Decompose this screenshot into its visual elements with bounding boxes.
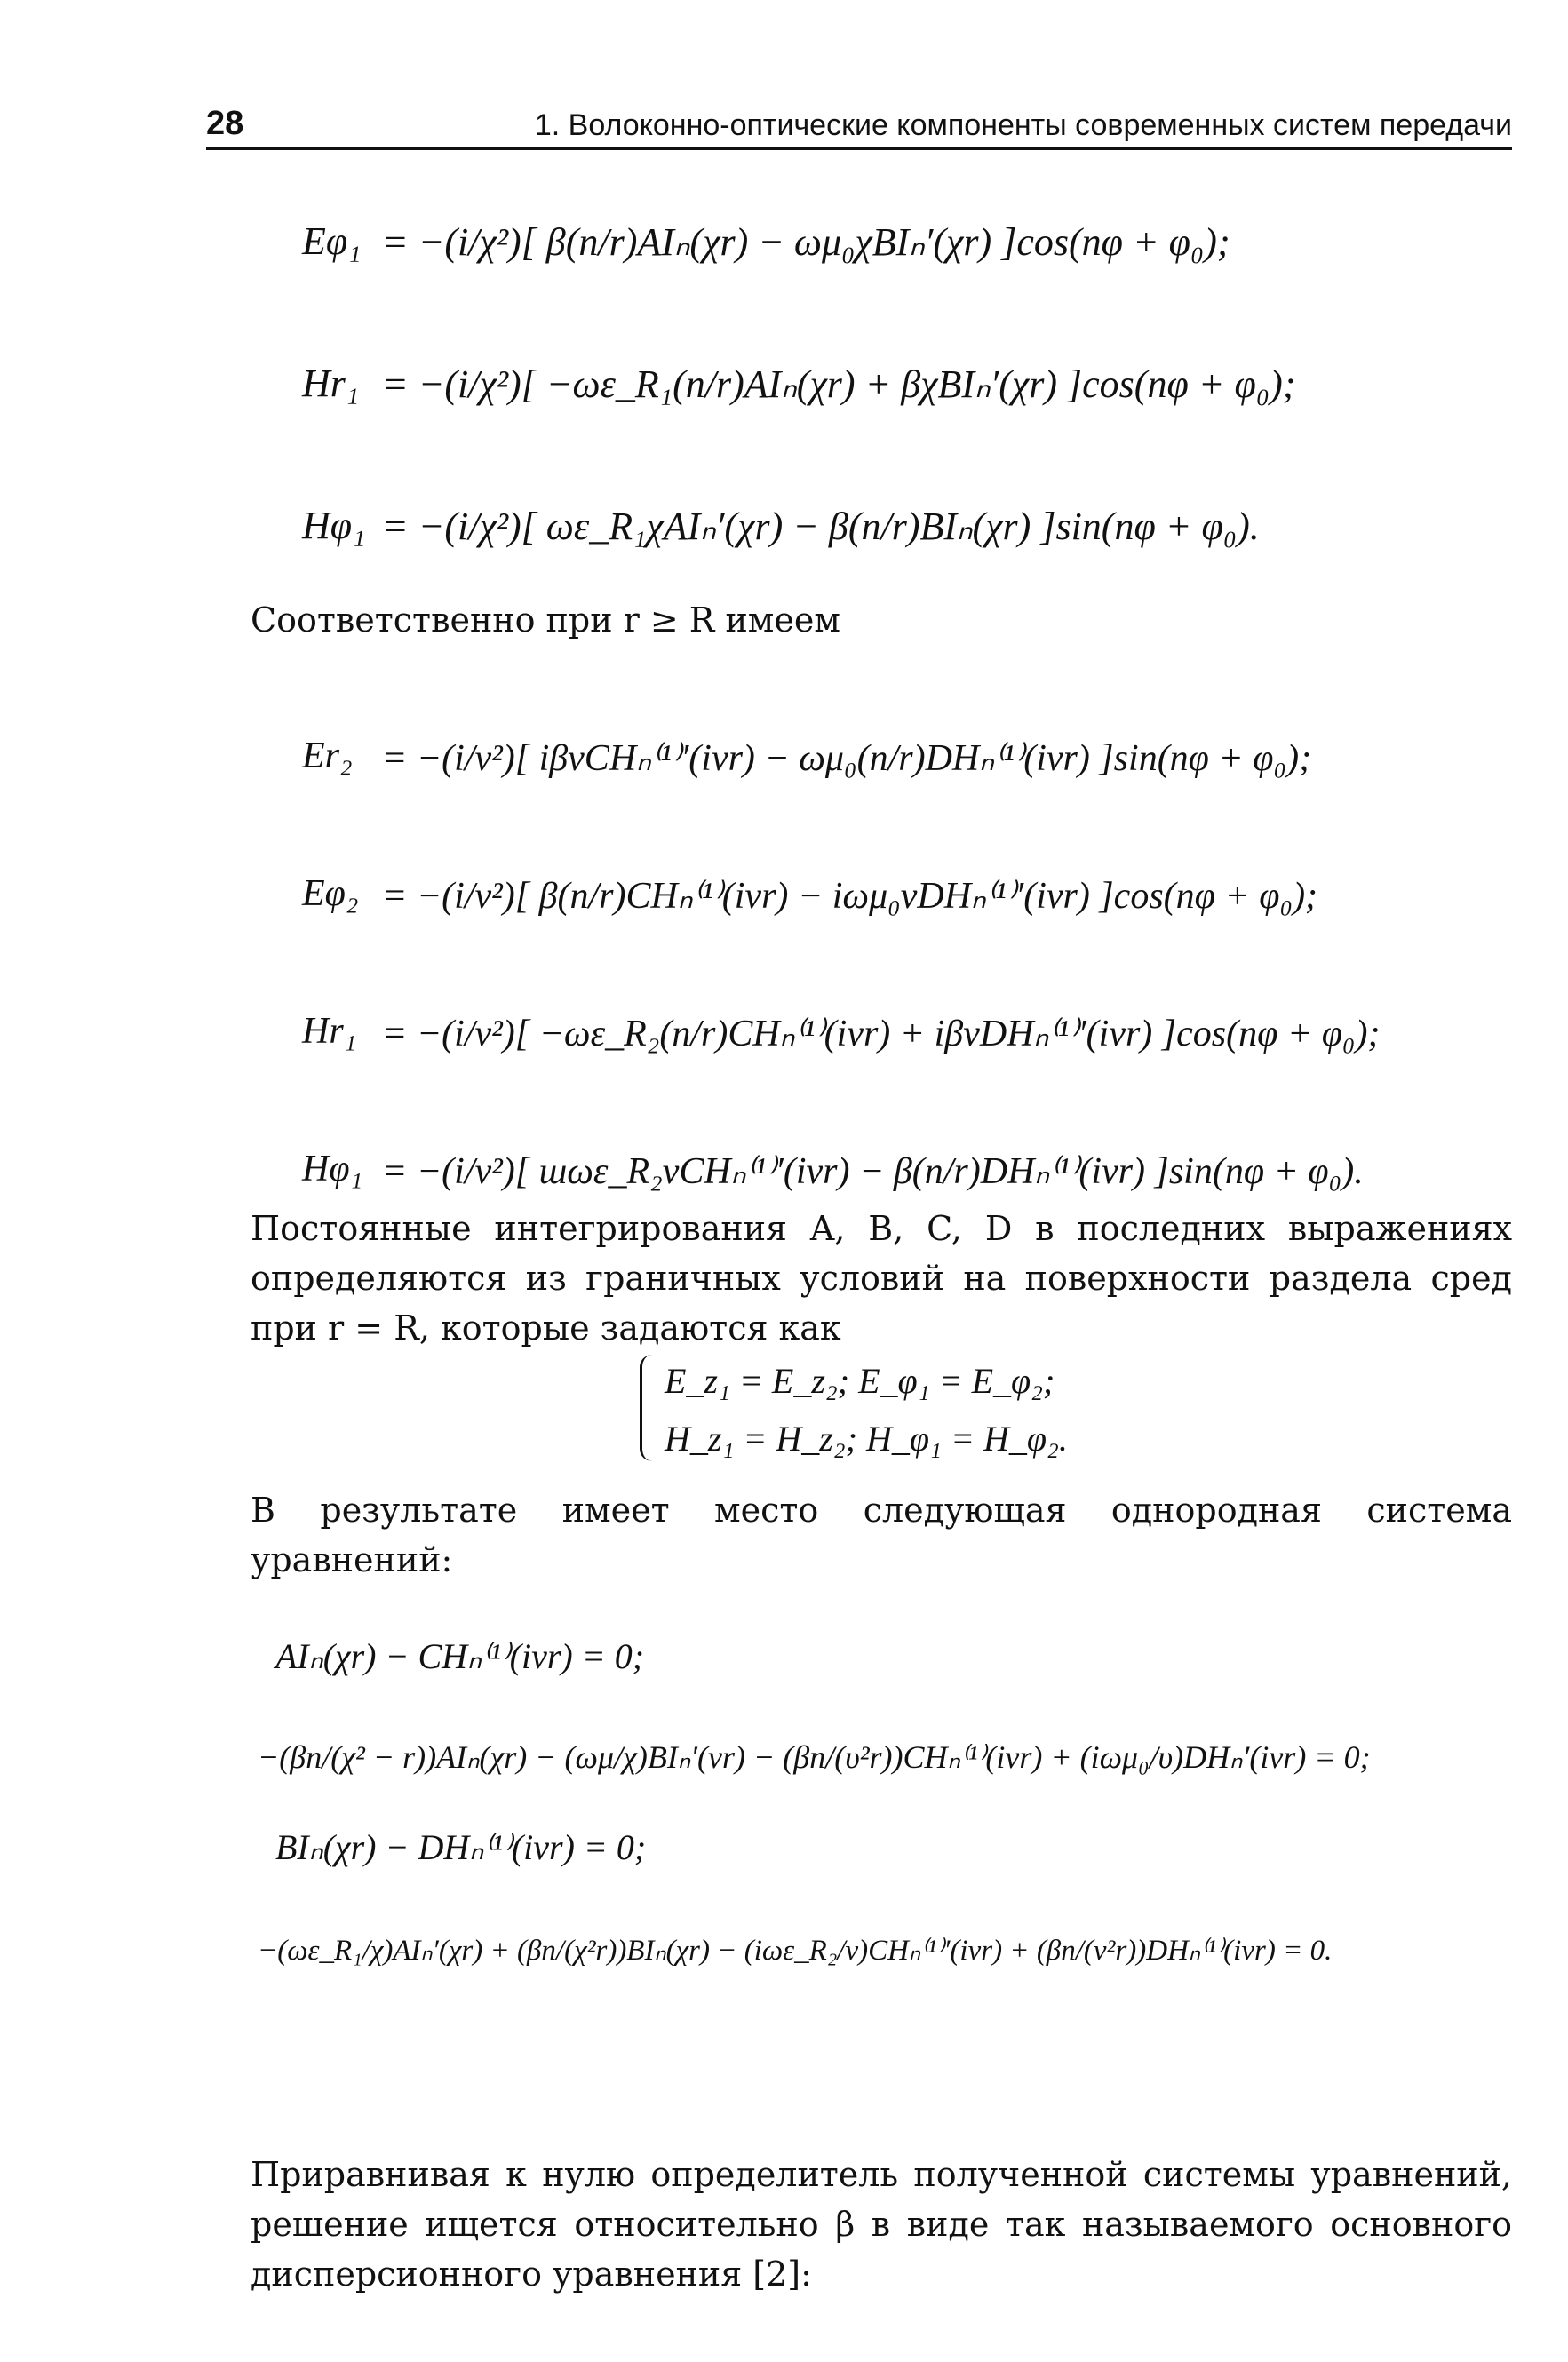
lhs-label: Eφ₂ bbox=[302, 873, 359, 914]
lhs-label: Hr₁ bbox=[302, 1011, 357, 1052]
boundary-condition-e: E_z₁ = E_z₂; E_φ₁ = E_φ₂; bbox=[665, 1361, 1055, 1401]
chapter-title: 1. Волоконно-оптические компоненты современных систем передачи bbox=[534, 108, 1512, 142]
header-rule bbox=[206, 147, 1512, 150]
boundary-condition-h: H_z₁ = H_z₂; Н_φ₁ = H_φ₂. bbox=[665, 1419, 1068, 1459]
equation-text: = −(i/χ²)[ β(n/r)AIₙ(χr) − ωμ₀χBIₙ′(χr) ]cos(nφ + φ₀); bbox=[382, 220, 1230, 264]
equation-h-r1 bbox=[382, 364, 1295, 404]
system-equation-3: BIₙ(χr) − DHₙ⁽¹⁾(iνr) = 0; bbox=[275, 1827, 647, 1867]
equation-text: = −(i/ν²)[ шωε_R₂νCHₙ⁽¹⁾′(iνr) − β(n/r)DHₙ⁽¹⁾(iνr) ]sin(nφ + φ₀). bbox=[382, 1151, 1364, 1192]
lhs-label: Hr₁ bbox=[302, 362, 360, 405]
paragraph-1: Соответственно при r ≥ R имеем bbox=[251, 600, 840, 640]
equation-e-r2 bbox=[382, 737, 1311, 777]
equation-text: = −(i/ν²)[ iβνCHₙ⁽¹⁾′(iνr) − ωμ₀(n/r)DHₙ⁽¹⁾(iνr) ]sin(nφ + φ₀); bbox=[382, 738, 1312, 779]
system-brace bbox=[640, 1355, 655, 1461]
equation-h-r2 bbox=[382, 1013, 1381, 1053]
equation-h-phi2 bbox=[382, 1150, 1364, 1190]
equation-h-phi1 bbox=[382, 506, 1260, 546]
page-number: 28 bbox=[206, 105, 244, 142]
equation-e-phi1 bbox=[382, 222, 1230, 262]
system-equation-4: −(ωε_R₁/χ)AIₙ′(χr) + (βn/(χ²r))BIₙ(χr) − (iωε_R₂/ν)CHₙ⁽¹⁾′(iνr) + (βn/(ν²r))DHₙ⁽¹⁾(iνr) = 0. bbox=[258, 1935, 1333, 1967]
paragraph-2: Постоянные интегрирования A, B, C, D в последних выражениях определяются из граничных условий на поверхности раздела сред при r = R, которые задаются как bbox=[251, 1209, 1512, 1348]
lhs-label: Er₂ bbox=[302, 736, 353, 776]
paragraph-4: Приравнивая к нулю определитель полученной системы уравнений, решение ищется относительно β в виде так называемого основного дисперсионного уравнения [2]: bbox=[251, 2155, 1512, 2294]
system-equation-2: −(βn/(χ² − r))AIₙ(χr) − (ωμ/χ)BIₙ′(νr) − (βn/(υ²r))CHₙ⁽¹⁾(iνr) + (iωμ₀/υ)DHₙ′(iνr) = 0; bbox=[258, 1739, 1371, 1775]
system-equation-1: AIₙ(χr) − CHₙ⁽¹⁾(iνr) = 0; bbox=[275, 1636, 645, 1676]
equation-text: = −(i/ν²)[ −ωε_R₂(n/r)CHₙ⁽¹⁾(iνr) + iβνDHₙ⁽¹⁾′(iνr) ]cos(nφ + φ₀); bbox=[382, 1014, 1381, 1054]
equation-text: = −(i/χ²)[ ωε_R₁χAIₙ′(χr) − β(n/r)BIₙ(χr) ]sin(nφ + φ₀). bbox=[382, 505, 1260, 548]
equation-text: = −(i/ν²)[ β(n/r)CHₙ⁽¹⁾(iνr) − iωμ₀νDHₙ⁽¹⁾′(iνr) ]cos(nφ + φ₀); bbox=[382, 876, 1318, 917]
lhs-label: Eφ₁ bbox=[302, 219, 362, 263]
equation-text: = −(i/χ²)[ −ωε_R₁(n/r)AIₙ(χr) + βχBIₙ′(χr) ]cos(nφ + φ₀); bbox=[382, 362, 1296, 406]
lhs-label: Hφ₁ bbox=[302, 1149, 363, 1189]
equation-e-phi2 bbox=[382, 875, 1317, 915]
running-header bbox=[206, 105, 1512, 158]
paragraph-3: В результате имеет место следующая однородная система уравнений: bbox=[251, 1491, 1512, 1579]
lhs-label: Hφ₁ bbox=[302, 504, 366, 547]
